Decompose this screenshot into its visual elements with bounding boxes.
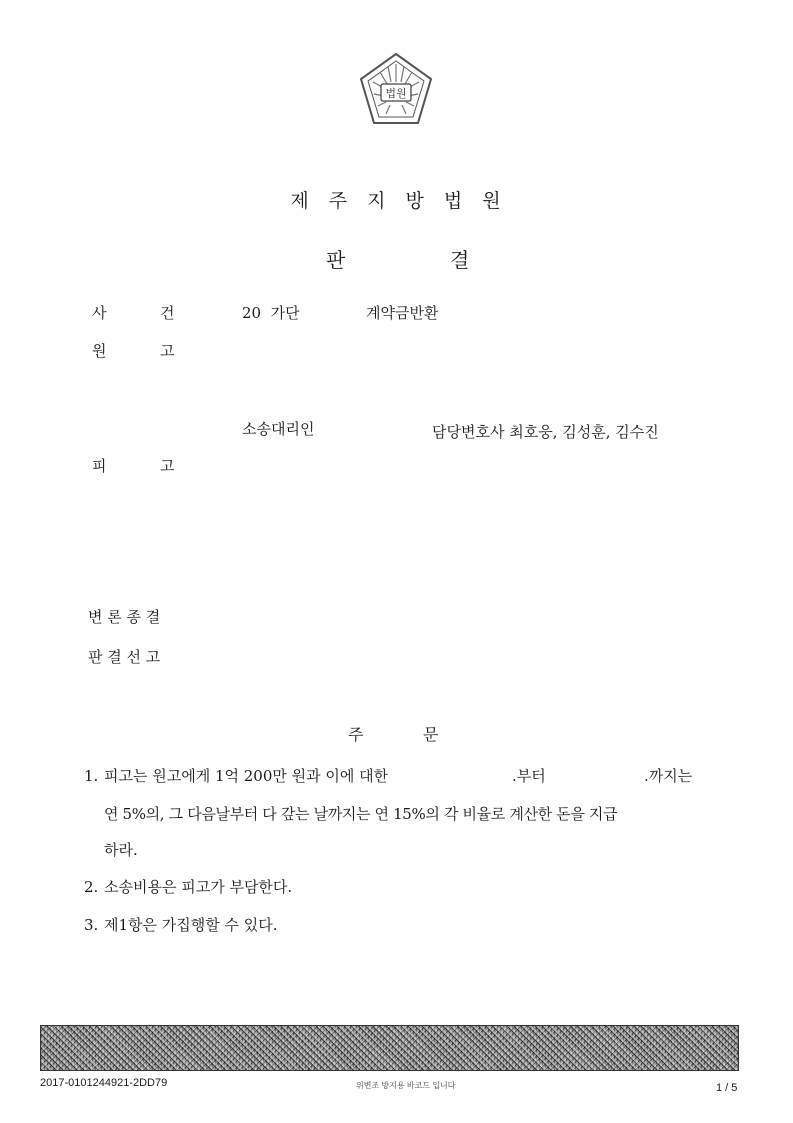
plaintiff-label-right: 고 — [160, 342, 175, 360]
order-item-1-text-a: 피고는 원고에게 1억 200만 원과 이에 대한 — [104, 767, 389, 785]
case-label-left: 사 — [92, 304, 107, 322]
hearing-end-label: 변 론 종 결 — [88, 608, 161, 626]
defendant-label-left: 피 — [92, 457, 107, 475]
counsel-label: 소송대리인 — [242, 420, 315, 438]
order-item-3-text: 제1항은 가집행할 수 있다. — [104, 916, 278, 934]
case-number: 20 가단 — [242, 304, 300, 322]
order-item-1-text-c: .까지는 — [644, 767, 693, 785]
judgment-title-left: 판 — [326, 248, 346, 272]
order-item-1-text-b: .부터 — [512, 767, 546, 785]
order-item-2-text: 소송비용은 피고가 부담한다. — [104, 878, 293, 896]
document-id: 2017-0101244921-2DD79 — [40, 1077, 168, 1089]
case-label-right: 건 — [160, 304, 175, 322]
court-name: 제 주 지 방 법 원 — [290, 190, 503, 212]
judgment-title-right: 결 — [450, 248, 470, 272]
anti-forgery-barcode — [40, 1025, 739, 1071]
order-item-1-text-line2: 연 5%의, 그 다음날부터 다 갚는 날까지는 연 15%의 각 비율로 계산한 돈을 지급 — [104, 805, 618, 823]
plaintiff-label-left: 원 — [92, 342, 107, 360]
svg-text:법원: 법원 — [385, 87, 407, 100]
order-item-number: 3. — [84, 916, 99, 934]
defendant-label-right: 고 — [160, 457, 175, 475]
counsel-attorneys: 담당변호사 최호웅, 김성훈, 김수진 — [432, 423, 659, 441]
ruling-date-label: 판 결 선 고 — [88, 648, 161, 666]
order-item-1-text-line3: 하라. — [104, 841, 138, 859]
page-number: 1 / 5 — [716, 1082, 738, 1094]
order-item-number: 2. — [84, 878, 99, 896]
barcode-note: 위변조 방지용 바코드 입니다 — [356, 1081, 456, 1090]
order-title-right: 문 — [423, 725, 439, 744]
court-seal-logo — [358, 52, 434, 126]
order-item-number: 1. — [84, 767, 99, 785]
order-title-left: 주 — [348, 725, 364, 744]
case-name: 계약금반환 — [366, 304, 439, 322]
